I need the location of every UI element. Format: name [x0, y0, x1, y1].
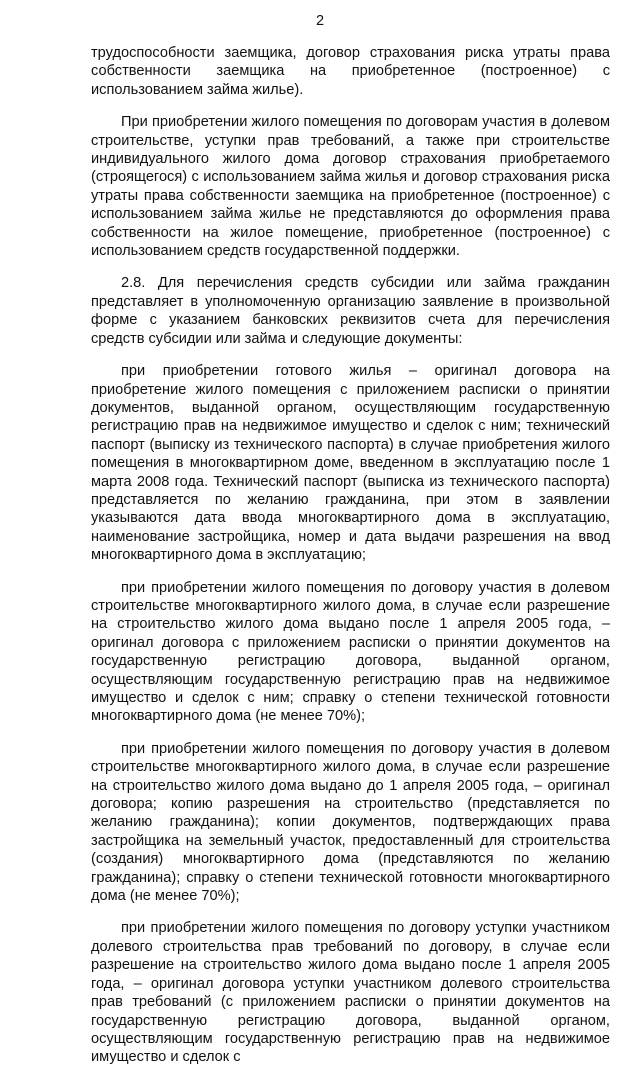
- paragraph-continuation: трудоспособности заемщика, договор страхования риска утраты права собственности заемщика на приобретенное (построенное) с использованием займа жилье).: [91, 45, 610, 98]
- page-number: 2: [315, 13, 325, 29]
- paragraph-insurance-exception: При приобретении жилого помещения по договорам участия в долевом строительстве, уступки прав требований, а также при строительстве индивидуального жилого дома договор страхования приобретаемого (строящегося) с использованием займа жилья и договор страхования риска утраты права собственности заемщика на приобретенное (построенное) с использованием займа жилье не представляются до оформления права собственности на жилое помещение, приобретенное (построенное) с использованием средств государственной поддержки.: [91, 114, 610, 260]
- document-body: [91, 44, 610, 1067]
- paragraph-shared-construction-before-2005: при приобретении жилого помещения по договору участия в долевом строительстве многоквартирного жилого дома, в случае если разрешение на строительство жилого дома выдано до 1 апреля 2005 года, – оригинал договора; копию разрешения на строительство (представляется по желанию гражданина); копии документов, подтверждающих права застройщика на земельный участок, предоставленный для строительства (создания) многоквартирного дома (представляются по желанию гражданина); справку о степени технической готовности многоквартирного дома (не менее 70%);: [91, 740, 610, 905]
- paragraph-ready-housing: при приобретении готового жилья – оригинал договора на приобретение жилого помещения с приложением расписки о принятии документов, выданной органом, осуществляющим государственную регистрацию прав на недвижимое имущество и сделок с ним; технический паспорт (выписку из технического паспорта) в случае приобретения жилого помещения в многоквартирном доме, введенном в эксплуатацию после 1 марта 2008 года. Технический паспорт (выписка из технического паспорта) представляется по желанию гражданина, при этом в заявлении указываются дата ввода многоквартирного дома в эксплуатацию, наименование застройщика, номер и дата выдачи разрешения на ввод многоквартирного дома в эксплуатацию;: [91, 363, 610, 564]
- paragraph-shared-construction-after-2005: при приобретении жилого помещения по договору участия в долевом строительстве многоквартирного жилого дома, в случае если разрешение на строительство жилого дома выдано после 1 апреля 2005 года, – оригинал договора с приложением расписки о принятии документов на государственную регистрацию договора, выданной органом, осуществляющим государственную регистрацию прав на недвижимое имущество и сделок с ним; справку о степени технической готовности многоквартирного дома (не менее 70%);: [91, 579, 610, 725]
- paragraph-assignment-of-rights: при приобретении жилого помещения по договору уступки участником долевого строительства прав требований по договору, в случае если разрешение на строительство жилого дома выдано после 1 апреля 2005 года, – оригинал договора уступки участником долевого строительства прав требований (с приложением расписки о принятии документов на государственную регистрацию договора, выданной органом, осуществляющим государственную регистрацию прав на недвижимое имущество и сделок с: [91, 920, 610, 1066]
- paragraph-2-8: 2.8. Для перечисления средств субсидии или займа гражданин представляет в уполномоченную организацию заявление в произвольной форме с указанием банковских реквизитов счета для перечисления средств субсидии или займа и следующие документы:: [91, 275, 610, 347]
